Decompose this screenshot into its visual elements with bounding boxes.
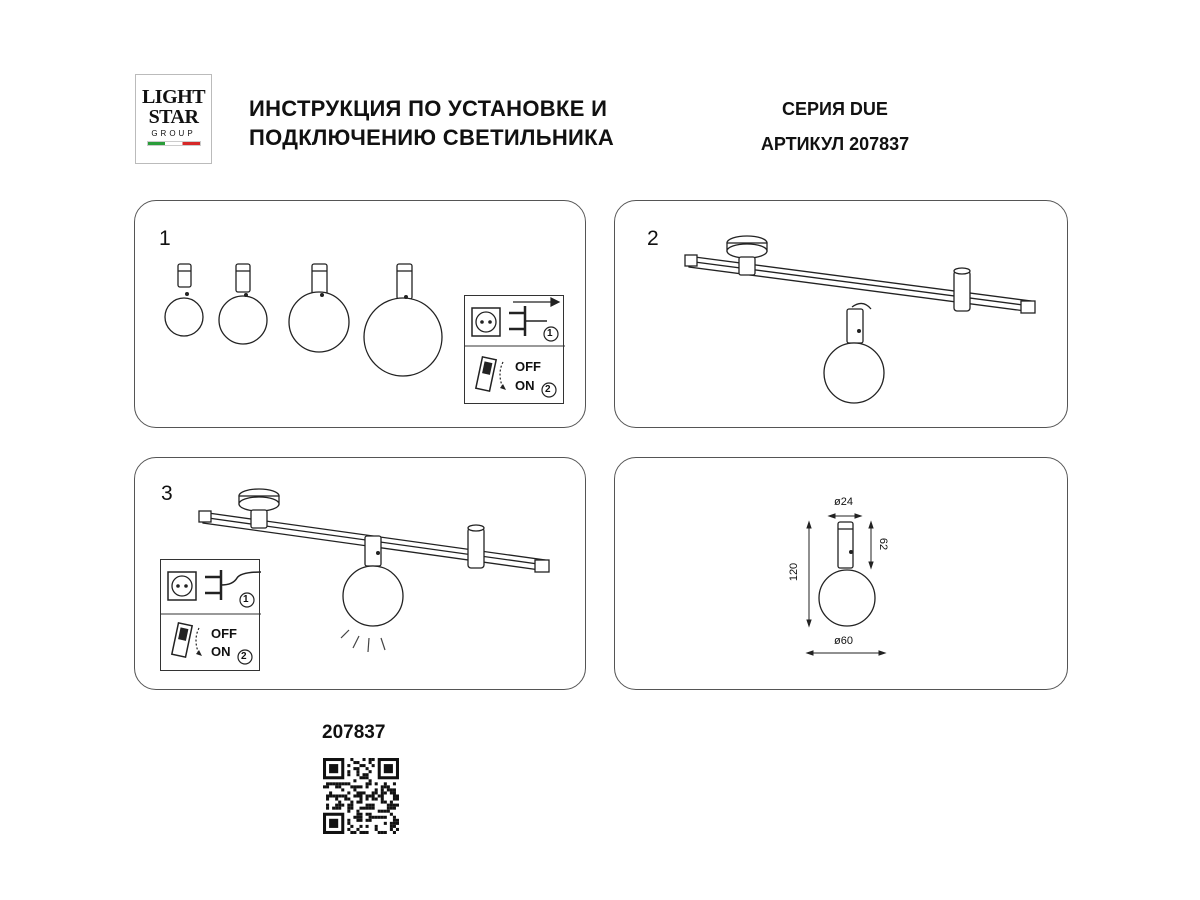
power-instruction-box-2	[160, 559, 260, 671]
series-block	[740, 92, 930, 162]
dim-head-height: 62	[877, 537, 890, 551]
step-circle-2: 2	[545, 384, 551, 395]
series-label: СЕРИЯ DUE	[782, 99, 888, 119]
light-rays-icon	[341, 630, 385, 652]
step-circle-2b: 2	[241, 651, 247, 662]
lightstar-logo	[135, 74, 212, 164]
panel-dimensions	[614, 457, 1068, 690]
step-number-2: 2	[647, 227, 659, 250]
off-label-2: OFF	[211, 626, 237, 641]
article-label: АРТИКУЛ 207837	[760, 134, 910, 154]
socket-icon	[472, 308, 500, 336]
logo-line2: STAR	[148, 106, 199, 128]
page-title	[249, 94, 614, 152]
qr-code	[323, 758, 399, 834]
unplug-arrow-icon	[513, 298, 559, 306]
track-install-drawing	[615, 201, 1069, 429]
switch-icon	[476, 357, 496, 391]
switch-icon	[172, 623, 192, 657]
step-number-3: 3	[161, 482, 173, 505]
dim-globe-diameter: ø60	[834, 635, 853, 647]
on-label: ON	[515, 378, 535, 393]
on-label-2: ON	[211, 644, 231, 659]
plug-icon	[509, 306, 547, 336]
panel-step-2	[614, 200, 1068, 428]
step-circle-1b: 1	[243, 594, 249, 605]
dim-top-diameter: ø24	[834, 496, 853, 508]
footer-article-number: 207837	[322, 722, 386, 743]
off-label: OFF	[515, 359, 541, 374]
dim-total-height: 120	[788, 562, 801, 582]
title-line2: ПОДКЛЮЧЕНИЮ СВЕТИЛЬНИКА	[249, 125, 615, 150]
logo-line3: GROUP	[151, 129, 196, 138]
socket-icon	[168, 572, 196, 600]
dimension-drawing	[615, 458, 1069, 691]
logo-line1: LIGHT	[141, 86, 206, 108]
power-instruction-box	[464, 295, 564, 404]
title-line1: ИНСТРУКЦИЯ ПО УСТАНОВКЕ И	[249, 96, 608, 121]
step-number-1: 1	[159, 227, 171, 250]
step-circle-1: 1	[547, 328, 553, 339]
panel-step-1	[134, 200, 586, 428]
flag-stripe	[147, 141, 201, 146]
panel-step-3	[134, 457, 586, 690]
